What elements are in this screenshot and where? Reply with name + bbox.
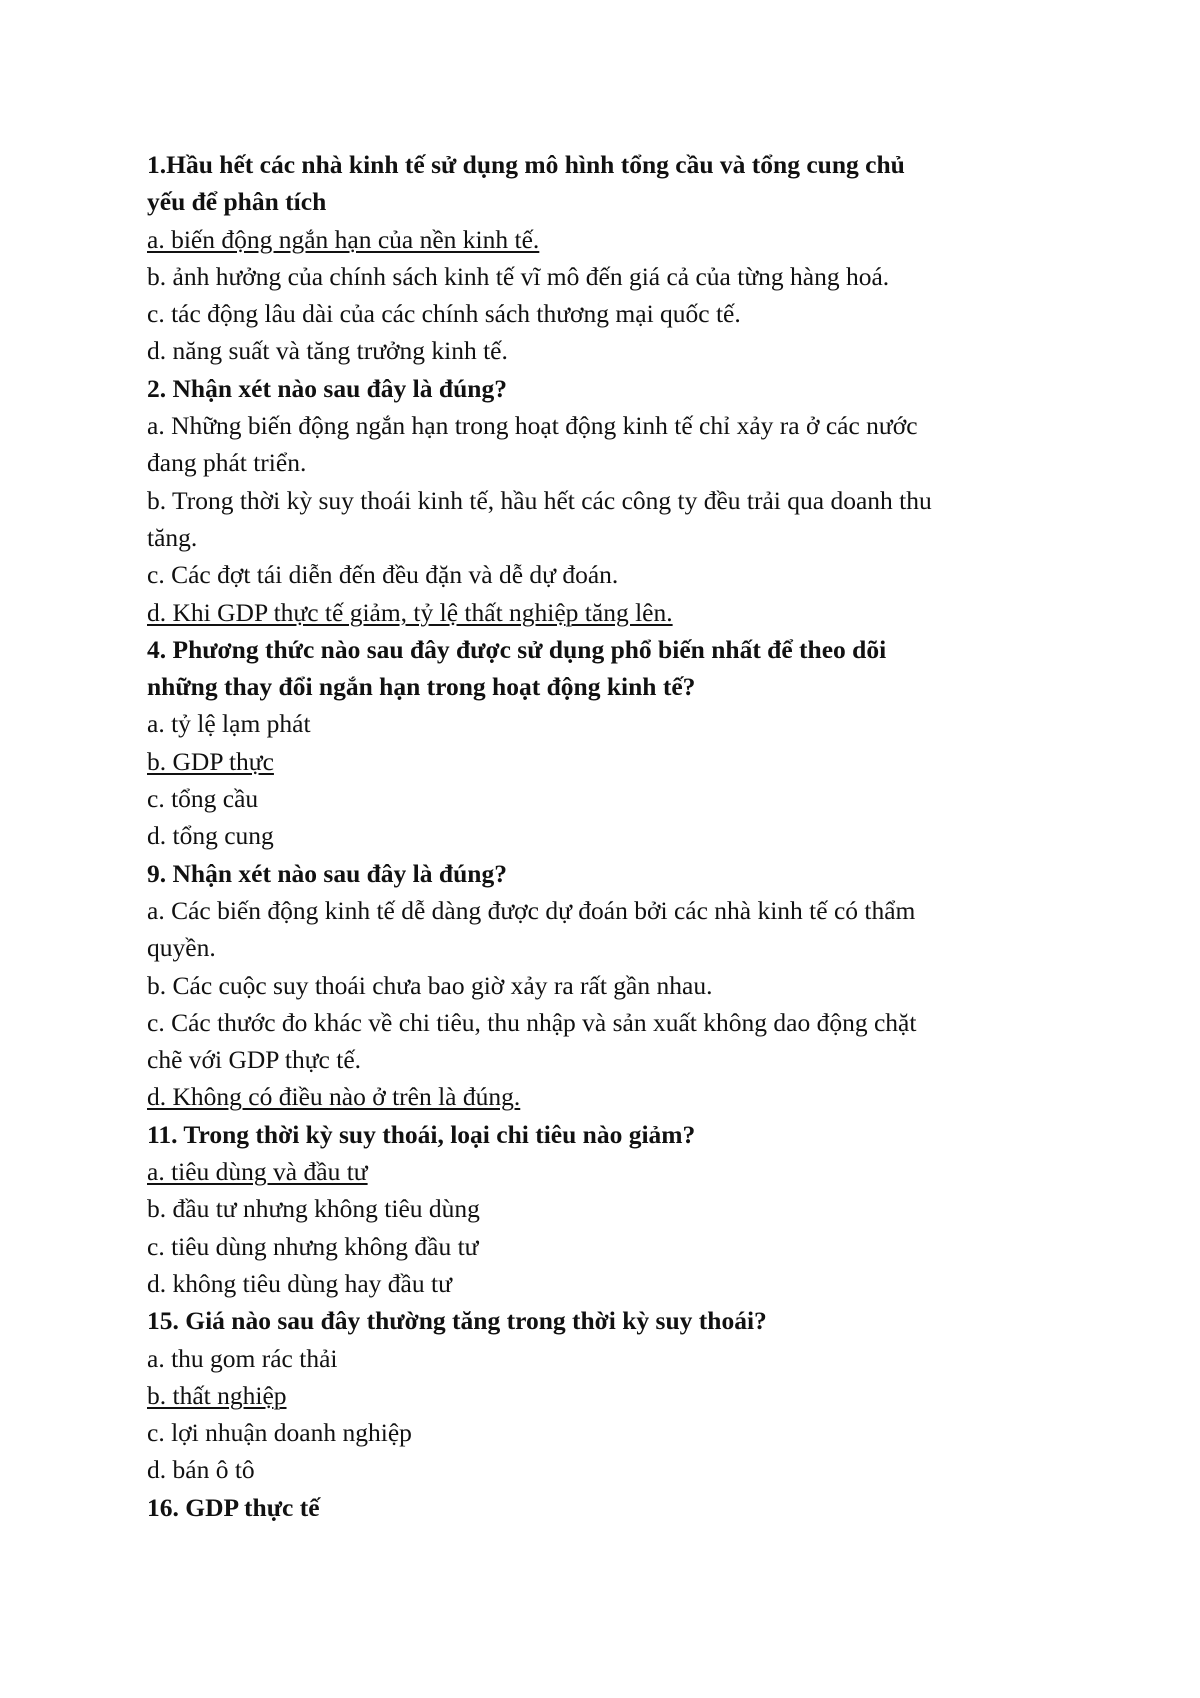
answer-option: c. tác động lâu dài của các chính sách thương mại quốc tế. <box>147 299 741 329</box>
correct-answer-option: d. Không có điều nào ở trên là đúng. <box>147 1082 521 1112</box>
answer-option: c. tổng cầu <box>147 784 259 814</box>
question-text: 15. Giá nào sau đây thường tăng trong thời kỳ suy thoái? <box>147 1306 767 1336</box>
quiz-content <box>147 146 1067 1526</box>
question-block <box>147 1302 1067 1488</box>
question-text: 11. Trong thời kỳ suy thoái, loại chi tiêu nào giảm? <box>147 1119 696 1149</box>
answer-option: b. ảnh hưởng của chính sách kinh tế vĩ mô đến giá cả của từng hàng hoá. <box>147 261 890 291</box>
question-text: 16. GDP thực tế <box>147 1492 320 1522</box>
correct-answer-option: a. tiêu dùng và đầu tư <box>147 1157 368 1187</box>
answer-option: d. tổng cung <box>147 821 274 851</box>
answer-option: chẽ với GDP thực tế. <box>147 1045 362 1075</box>
correct-answer-option: b. thất nghiệp <box>147 1380 287 1410</box>
answer-option: a. Những biến động ngắn hạn trong hoạt động kinh tế chỉ xảy ra ở các nước <box>147 411 918 441</box>
question-block <box>147 146 1067 370</box>
answer-option: d. bán ô tô <box>147 1455 255 1485</box>
answer-option: b. Trong thời kỳ suy thoái kinh tế, hầu hết các công ty đều trải qua doanh thu <box>147 485 932 515</box>
answer-option: d. năng suất và tăng trưởng kinh tế. <box>147 336 508 366</box>
question-block <box>147 1489 1067 1526</box>
question-text: 1.Hầu hết các nhà kinh tế sử dụng mô hình tổng cầu và tổng cung chủ <box>147 150 905 179</box>
question-text: những thay đổi ngắn hạn trong hoạt động kinh tế? <box>147 672 696 702</box>
answer-option: quyền. <box>147 933 216 963</box>
question-text: 9. Nhận xét nào sau đây là đúng? <box>147 858 507 888</box>
answer-option: c. Các thước đo khác về chi tiêu, thu nhập và sản xuất không dao động chặt <box>147 1007 917 1037</box>
answer-option: b. đầu tư nhưng không tiêu dùng <box>147 1194 480 1224</box>
answer-option: d. không tiêu dùng hay đầu tư <box>147 1268 452 1298</box>
answer-option: c. tiêu dùng nhưng không đầu tư <box>147 1231 479 1261</box>
correct-answer-option: d. Khi GDP thực tế giảm, tỷ lệ thất nghiệp tăng lên. <box>147 597 673 627</box>
answer-option: a. tỷ lệ lạm phát <box>147 709 311 739</box>
question-text: 4. Phương thức nào sau đây được sử dụng phổ biến nhất để theo dõi <box>147 634 887 664</box>
answer-option: c. lợi nhuận doanh nghiệp <box>147 1418 412 1448</box>
answer-option: a. Các biến động kinh tế dễ dàng được dự đoán bởi các nhà kinh tế có thẩm <box>147 895 916 925</box>
question-text: 2. Nhận xét nào sau đây là đúng? <box>147 373 507 403</box>
question-text: yếu để phân tích <box>147 187 327 217</box>
answer-option: a. thu gom rác thải <box>147 1343 338 1373</box>
answer-option: b. Các cuộc suy thoái chưa bao giờ xảy ra rất gần nhau. <box>147 970 713 1000</box>
answer-option: c. Các đợt tái diễn đến đều đặn và dễ dự đoán. <box>147 560 619 590</box>
correct-answer-option: b. GDP thực <box>147 746 274 776</box>
question-block <box>147 1116 1067 1302</box>
question-block <box>147 855 1067 1116</box>
question-block <box>147 631 1067 855</box>
answer-option: tăng. <box>147 522 198 552</box>
answer-option: đang phát triển. <box>147 448 307 478</box>
correct-answer-option: a. biến động ngắn hạn của nền kinh tế. <box>147 224 540 254</box>
question-block <box>147 370 1067 631</box>
